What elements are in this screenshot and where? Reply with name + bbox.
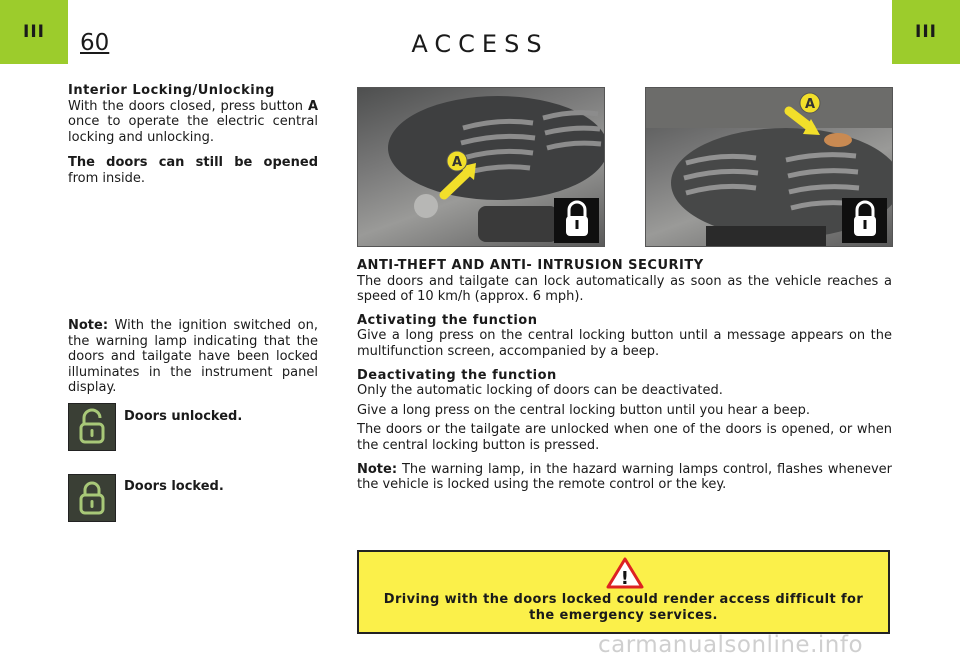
anti-theft-intro: The doors and tailgate can lock automatically as soon as the vehicle reaches a speed of 10 km/h (approx. 6 mph). xyxy=(357,273,892,305)
interior-locking-text: With the doors closed, press button A once to operate the electric central locking and unlocking. xyxy=(68,98,318,145)
warning-text: Driving with the doors locked could render access difficult for the emergency services. xyxy=(383,592,864,623)
deactivating-text-2: Give a long press on the central locking button until you hear a beep. xyxy=(357,402,810,418)
deactivating-text-3: The doors or the tailgate are unlocked when one of the doors is opened, or when the central locking button is pressed. xyxy=(357,422,892,453)
photo-left-marker: A xyxy=(451,155,463,170)
watermark: carmanualsonline.info xyxy=(598,632,864,658)
activating-heading: Activating the function xyxy=(357,312,538,328)
chapter-tab-right: III xyxy=(892,0,960,64)
anti-theft-section xyxy=(357,258,892,497)
interior-locking-heading: Interior Locking/Unlocking xyxy=(68,83,275,98)
warning-lamp-note: Note: With the ignition switched on, the warning lamp indicating that the doors and tailgate have been locked illuminates in the instrument panel display. xyxy=(68,318,318,396)
activating-text: Give a long press on the central locking button until a message appears on the multifunction screen, accompanied by a beep. xyxy=(357,328,892,359)
chapter-tab-left: III xyxy=(0,0,68,64)
warning-box xyxy=(357,550,890,634)
dashboard-photo-left xyxy=(357,87,605,247)
interior-locking-section xyxy=(68,83,318,197)
dashboard-photo-right xyxy=(645,87,893,247)
deactivating-text-1: Only the automatic locking of doors can be deactivated. xyxy=(357,383,723,399)
button-a-ref: A xyxy=(307,98,318,114)
deactivating-heading: Deactivating the function xyxy=(357,367,557,383)
photo-right-marker: A xyxy=(804,97,816,112)
locked-lamp-icon xyxy=(68,474,116,522)
page-title: ACCESS xyxy=(411,30,549,58)
page-number: 60 xyxy=(80,30,110,56)
doors-unlocked-label: Doors unlocked. xyxy=(124,409,243,424)
doors-open-inside-text: The doors can still be opened from inside. xyxy=(68,155,318,186)
hazard-lamp-note: Note: The warning lamp, in the hazard warning lamps control, flashes whenever the vehicle is locked using the remote control or the key. xyxy=(357,461,892,493)
unlocked-lamp-icon xyxy=(68,403,116,451)
warning-triangle-icon xyxy=(605,556,645,590)
doors-locked-label: Doors locked. xyxy=(124,479,224,494)
svg-text:!: ! xyxy=(620,568,630,589)
anti-theft-heading: ANTI-THEFT AND ANTI- INTRUSION SECURITY xyxy=(357,258,704,273)
